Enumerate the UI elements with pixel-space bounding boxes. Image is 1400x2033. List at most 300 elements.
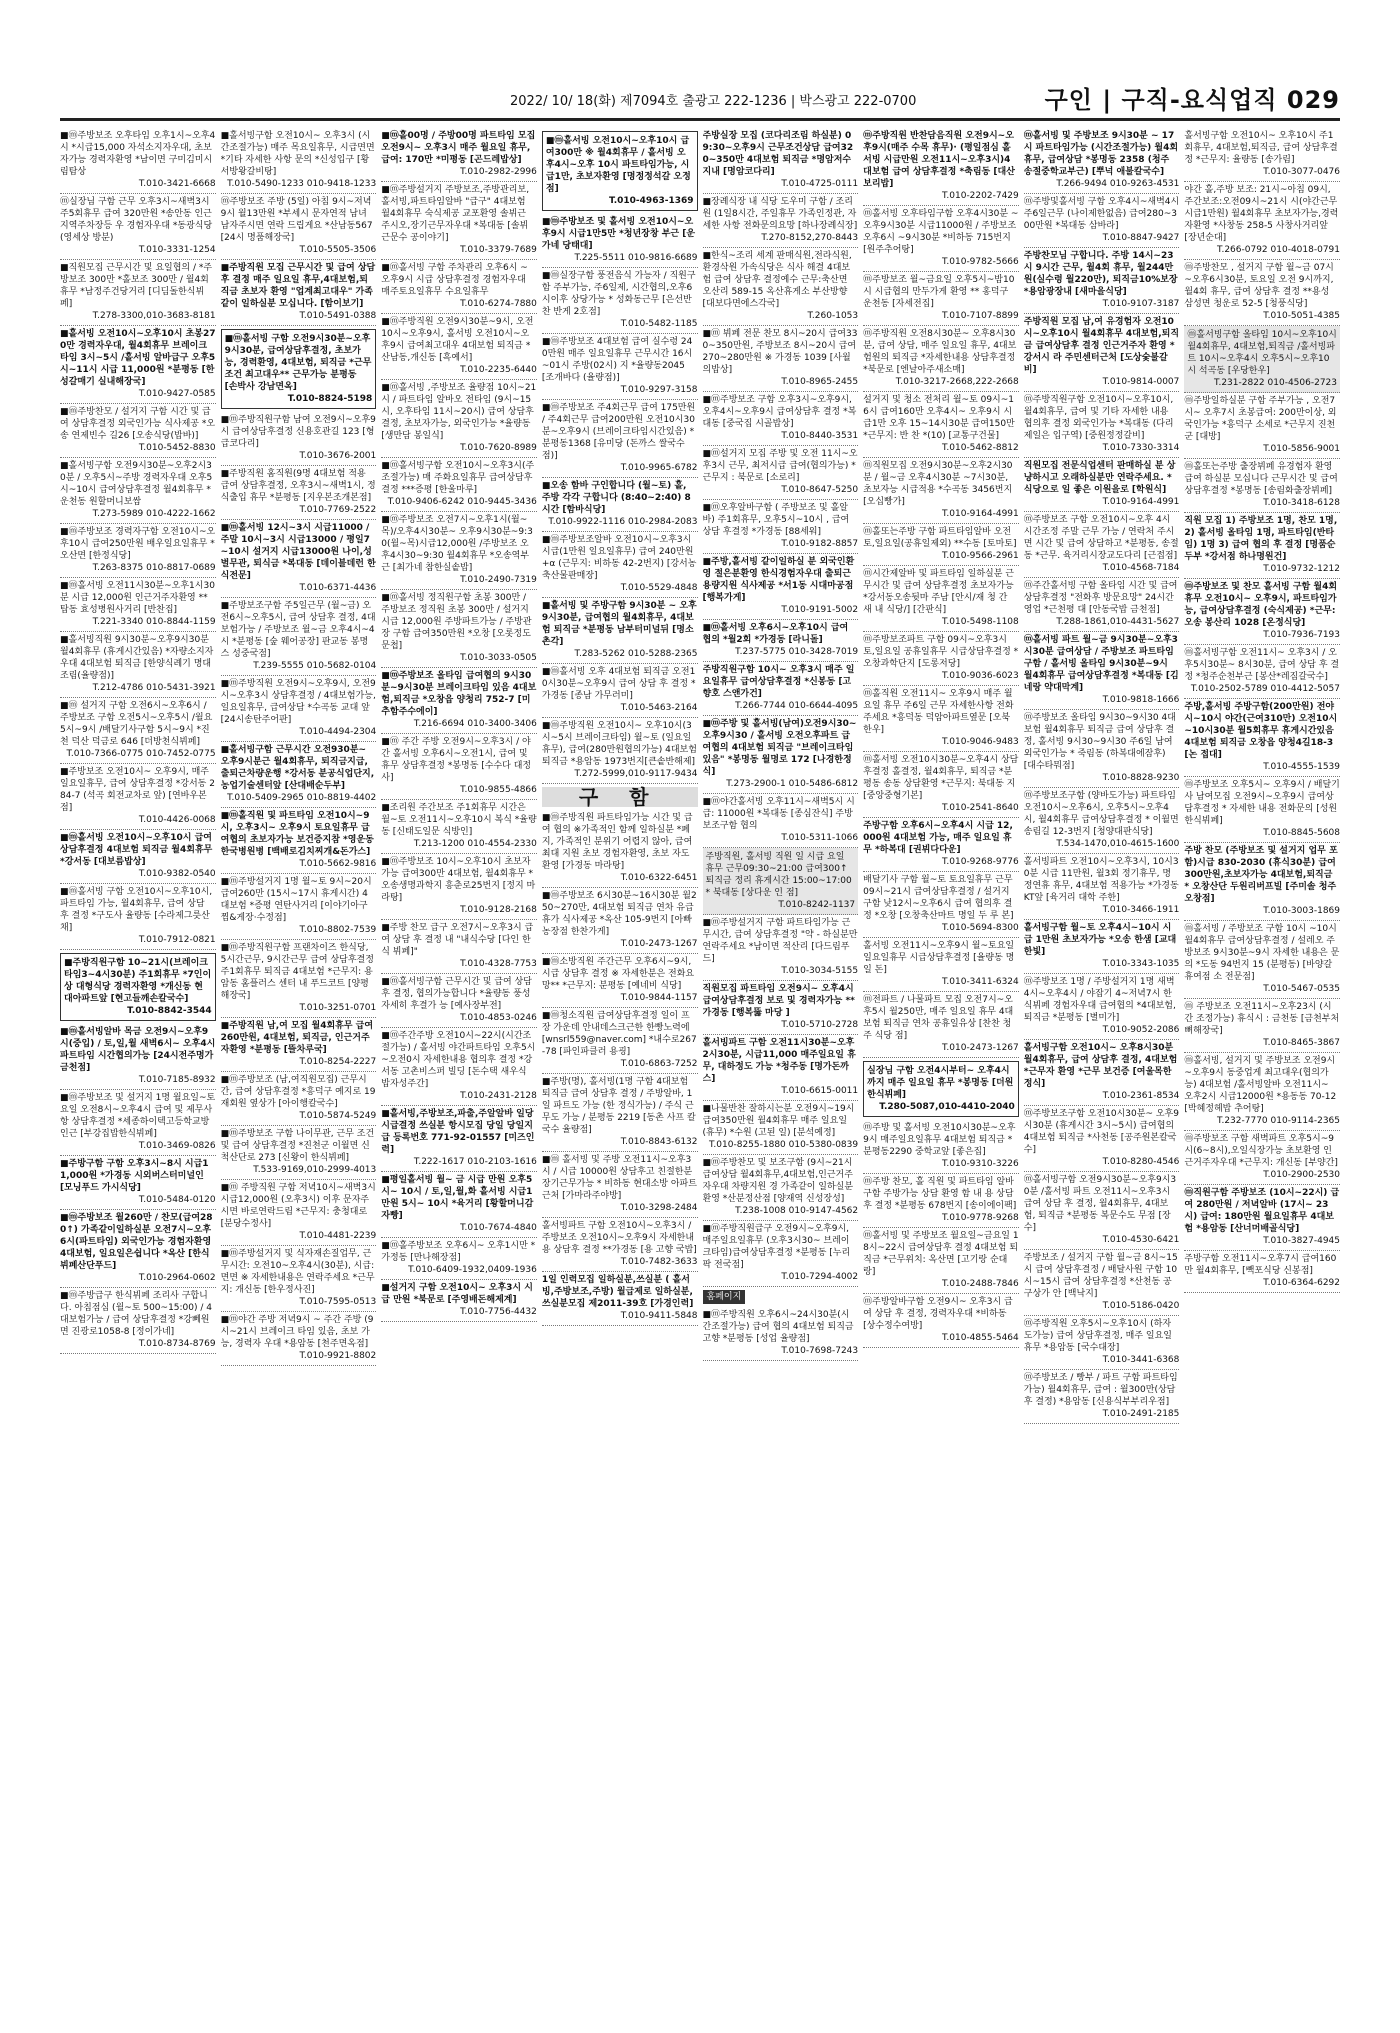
- ad-phone: T.010-3217-2668,222-2668: [895, 377, 1019, 387]
- ad-phone: T.010-9411-5848: [620, 1311, 698, 1321]
- ad-phone: T.010-9382-0540: [138, 869, 216, 879]
- ad-text: ⓜ홀서빙, 설거지 및 주방보조 오전9시~오후9시 동중업게 최고대우(협의가능) 4대보험 /홀서빙알바 오전11시~ 오후2시 시급12000원 *용동동 70-12 [박혜정헤밥 추어탕]: [1184, 1056, 1337, 1114]
- classified-ad: [1184, 579, 1340, 645]
- ad-text: ⓜ주방보조구함 (양바도가능) 파트타임 오전10시~오후6시, 오후5시~오후4시, 월4회휴무 급여상담후결정 * 이월면 송림길 12-3번지 [청양대판식당]: [1023, 791, 1179, 837]
- ad-text: ■ⓜ홀서빙 구함 오전10시~오후10시, 파트타임 가능, 월4회휴무, 급여 상담 후 결정 *구도사 율량동 [수라제그릇산채]: [60, 887, 213, 933]
- ad-phone: T.010-8254-2227: [299, 1057, 377, 1067]
- classified-ad: [1024, 1250, 1180, 1316]
- classified-ad: [542, 1074, 698, 1152]
- classified-ad: [381, 380, 537, 458]
- classified-ad: [1024, 512, 1180, 578]
- ad-text: ■ⓜ야간 주방 저녁9시 ~ 주간 주방 (9시~21시 브레이크 타임 있음, 초보 가능, 경력자 우대 *용암동 [천주면옥점]: [220, 1315, 374, 1349]
- classified-ad: [381, 920, 537, 974]
- ad-phone: T.010-3469-0826: [138, 1141, 216, 1151]
- ad-phone: T.010-7674-4840: [460, 1223, 537, 1233]
- classified-ad: [863, 938, 1019, 992]
- ad-text: ■장례식장 내 식당 도우미 구함 / 조리원 (1일8시간, 주일휴무 가족인정관, 자세한 사항 전화문의요망 [하나장례식장]: [702, 197, 858, 231]
- ad-text: 홀서빙파트 구함 오전11시30분~오후2시30분, 시급11,000 매주일요일 휴무, 대하정도 가능 *청주동 [명가돈까스]: [702, 1038, 856, 1084]
- classified-ad: [1184, 1131, 1340, 1185]
- ad-phone: T.010-3421-6668: [138, 179, 216, 189]
- classified-ad: [542, 888, 698, 954]
- classified-ad: [60, 764, 216, 830]
- ad-phone: T.010-6409-1932,0409-1936: [408, 1265, 537, 1275]
- classified-ad: [703, 716, 859, 794]
- classified-ad: [1024, 710, 1180, 788]
- ad-text: 홀서빙구함 오전10시~ 오후8시30분 월4회휴무, 급여 상담후 결정, 4대보험 *근무자 환영 *근무 보건증 [여울목한정식]: [1023, 1043, 1178, 1089]
- classified-ad: [703, 128, 859, 194]
- classified-ad: [221, 329, 377, 409]
- classified-ad: [381, 800, 537, 854]
- ad-phone: T.010-8280-4546: [1102, 1157, 1180, 1167]
- ad-text: ■홀서빙구함 근무시간 오전930분~ 오후9시분근 월4회휴무, 퇴직금지급, 출퇴근차량운행 *강서동 분공식업단지, 농업기술센터앞 [산대배순두부]: [220, 745, 375, 791]
- ad-text: 주방실장 모집 (코다리조림 하실분) 09:30~오후9시 근무조건상담 급여320~350만 4대보험 퇴직금 *명암저수지내 [명암코다리]: [702, 131, 854, 177]
- ad-text: ■한식~조리 세계 판매식원,전라식원,환경삭원 가속식당은 식사 해결 4대보험 급여 상담후 결정예수 근무:축산면 오산리 589-15 옥산휴게소 부산방향 [대보다면에스각국]: [702, 251, 852, 309]
- ad-text: ■ⓜ주방직원 오전10시~ 오후10시(3시~5시 브레이크타임) 월~토 (일요일휴무), 급여(280만원협의가능) 4대보험 퇴직금 *용암동 1973번지[큰솥반해제]: [541, 721, 697, 767]
- classified-ad: [542, 1272, 698, 1326]
- ad-phone: T.010-8965-2455: [781, 377, 859, 387]
- ad-text: ■ⓜ홀직원 및 파트타임 오전10시~9시, 오후3시~ 오후9시 토요일휴무 급여협의 초보자가능 보건증지참 *영운동 한국병원병 [백배로김치찌개&돈가스]: [220, 811, 374, 857]
- ad-text: ⓜ주방보조 구함 새벽파트 오후5시~9시(6~8시),오일식장가능 초보환영 인근거주자우대 *근무지: 개신동 [부양간]: [1184, 1134, 1338, 1168]
- classified-ad: [381, 1172, 537, 1238]
- ad-phone: T.010-6371-4436: [299, 583, 377, 593]
- ad-phone: T.010-5484-0120: [138, 1195, 216, 1205]
- ad-text: ⓜ직원구함 주방보조 (10시~22시) 급여 280만원 / 저녁알바 (17시~ 23시) 급여: 180만원 월요일휴무 4대보험 *용암동 [산너머배골식당]: [1184, 1188, 1340, 1234]
- ad-phone: T.010-2502-5789 010-4412-5057: [1190, 684, 1340, 694]
- ad-text: ⓜ주방일하실분 구함 주부가능 , 오전7시~ 오후7시 초봉급여: 200만이상, 외국인가능 *흥덕구 소세로 *근무지 진천군 [대방]: [1184, 396, 1337, 442]
- ad-phone: T.010-7936-7193: [1263, 630, 1340, 640]
- ad-text: ■ⓜ소방직원 주간근무 오후6시~9시, 시급 상담후 결정 ※ 자세한분은 전화요망** *근무지: 분평동 [예네비 식당]: [541, 957, 695, 991]
- classified-ad: [1024, 974, 1180, 1040]
- classified-ad: [60, 698, 216, 764]
- ad-text: ■ⓜ주방보조 월260만 / 찬모(급여280↑) 가족같이일하실분 오전7시~오후6시(파트타임) 외국인가능 경험자환영 4대보험, 일요일은쉽니다 *옥산 [한식뷔페산단푸드]: [60, 1213, 213, 1271]
- classified-ad: [1024, 788, 1180, 854]
- ad-text: ■ⓜ홀서빙 오전10시~오후10시 급여상담후결정 4대보험 퇴직금 월4회휴무 *강서동 [대보름밥상]: [60, 833, 213, 867]
- ad-phone: T.010-5409-2965 010-8819-4402: [227, 793, 377, 803]
- classified-ad: [381, 590, 537, 668]
- ad-text: ⓜ주방보조구함 오전10시30분~ 오후9시30분 (휴게시간 3시~5시) 급여협의 4대보험 퇴직금 *사천동 [공주원본칼국수]: [1023, 1109, 1179, 1155]
- ad-phone: T.280-5087,010-4410-2040: [879, 1102, 1015, 1112]
- ad-text: 홀서빙 오전11시~오후9시 월~토요일 일요일휴무 시급상담후결정 [율량동 명일 돈]: [863, 941, 1015, 975]
- classified-ad: [1184, 777, 1340, 843]
- ad-phone: T.010-2982-2996: [460, 167, 537, 177]
- ad-phone: T.010-4853-0246: [460, 1013, 537, 1023]
- ad-text: ■직원모집 근무시간 및 요일협의 / *주방보조 300만 *홀보조 300만 / 월4회휴무 *남정주건당거리 [디딤돌한식뷔페]: [60, 263, 213, 309]
- ad-text: ■ⓜ홀서빙알바 목금 오전9시~오후9시(중입) / 토,일,월 새벽6시~ 오후4시 파트타임 시간협의가능 [24시전주명가 금천점]: [60, 1027, 216, 1073]
- classified-ad: [60, 128, 216, 194]
- ad-phone: T.010-7482-3633: [620, 1257, 698, 1267]
- ad-phone: T.212-4786 010-5431-3921: [92, 683, 216, 693]
- ad-text: 홀서빙구함 월~토 오후4시~10시 시급 1만원 초보자가능 *오송 한샘 [교대한빛]: [1023, 923, 1177, 957]
- ad-text: ■ⓜ 홀서빙 및 주방 오전11시~오후3시 / 시급 10000원 상담후고 친절한분 장기근무가능 * 비하동 현대소방 아파트 근처 [가마라주야방]: [541, 1155, 697, 1201]
- ad-phone: T.010-7912-0821: [138, 935, 216, 945]
- classified-ad: [703, 981, 859, 1035]
- classified-ad: [703, 620, 859, 662]
- ad-text: ■ⓜ 설거지 구함 오전6시~오후6시 / 주방보조 구함 오전5시~오후5시 /월요 5시~9시 /배달기사구함 5시~9시 *진천 덕산 덕금로 646 [더방천식뷔페]: [60, 701, 213, 747]
- ad-phone: T.010-7698-7243: [781, 1346, 859, 1356]
- ad-phone: T.283-5262 010-5288-2365: [574, 649, 698, 659]
- classified-ad: [1024, 458, 1180, 512]
- ad-phone: T.010-7756-4432: [460, 1307, 537, 1317]
- classified-ad: [221, 1018, 377, 1072]
- ad-phone: T.533-9169,010-2999-4013: [253, 1165, 377, 1175]
- classified-ad: [60, 1210, 216, 1288]
- ad-text: ■ⓜ주방설거지 주방보조,주방관리보,홀서빙,파트타임알바 "급구" 4대보험 월4회휴무 숙식제공 교포환영 솔뷔근 주시오,장기근무자우대 *복대동 [솔뷔근문수 공이야기]: [381, 185, 530, 243]
- classified-ad: [221, 676, 377, 742]
- ad-text: ⓜ주방및홀서빙 구함 오후4시~새벽4시 주6일근무 (나이제한없음) 급여280~300만원 *복대동 삼바라]: [1023, 197, 1180, 231]
- ad-text: ■ⓜ주방보조 4대보험 급여 실수령 240만원 매주 일요일휴무 근무시간 16시~01시 주방(02시) 지 *율량동2045 [조개바다 (율량점)]: [541, 337, 693, 383]
- ad-text: 직원 모집 1) 주방보조 1명, 찬모 1명, 2) 홀서빙 올타임 1명, 파트타임(반타임) 1명 3) 급여 협의 후 결정 [명품순두부 *강서점 하나명원건]: [1184, 516, 1338, 562]
- classified-ad: [1184, 182, 1340, 260]
- ad-text: ⓜ주방보조파트 구함 09시~오후3시 토,일요일 공휴일휴무 시급상담후결정 *오창과학단지 [도롱저당]: [863, 635, 1019, 669]
- ad-text: 홀서빙파트 구함 오전10시~오후3시 / 주방보조 오전10시~오후9시 자세한내용 상담후 결정 **가경동 [용 고향 국밥]: [541, 1221, 697, 1255]
- classified-ad: [381, 1028, 537, 1106]
- ad-text: ■ⓜ홀서빙구함 오전10시~오후3시(주조절가능) 매 주화요일휴무 급여상담후결정 ***증평 [한울마루]: [381, 461, 535, 495]
- ad-column: [221, 128, 377, 2018]
- ad-phone: T.010-3251-0701: [299, 1003, 377, 1013]
- ad-phone: T.010-5051-4385: [1263, 311, 1340, 321]
- classified-ad: [221, 1126, 377, 1180]
- ad-text: ■ⓜ주방보조 6시30분~16시30분 월250~270만, 4대보험 퇴직금 연차 유급휴가 식사제공 *옥산 105-9번지 [아빠 농장점 한찬가게]: [541, 891, 697, 937]
- ad-text: ■ⓜ주방보조 10시~오후10시 초보자가능 급여300만 4대보험, 월4회휴무 *오송생명과학지 흥춘로25번지 [정지 마라탕]: [381, 857, 536, 903]
- ad-phone: T.010-4855-5464: [941, 1333, 1019, 1343]
- ad-phone: T.010-2490-7319: [460, 575, 537, 585]
- ad-text: ■ⓜ주방보조 (남,여직원모집) 근무시간, 급여 상담후결정 *흥덕구 예지로 19 재회원 옆상가 [아이행칼국수]: [220, 1075, 376, 1109]
- ad-phone: T.010-8843-6132: [620, 1137, 698, 1147]
- ad-text: ■ⓜ주방설거지 구함 파트타임가능 근무시간, 급여 상담후결정 "약 - 하실분만 연락주세요 *남이면 적산리 [다드림푸드]: [702, 918, 858, 964]
- ad-text: ■ⓜ주방보조 주4회근무 급여 175만원 / 주4회근무 급여200만원 오전10시30분~오후9시 (브레이크타임시간있음) *분평동1368 [유미당 (돈까스 쌀국수점)]: [541, 403, 696, 461]
- ad-text: ■ⓜ홀00명 / 주방00명 파트타임 모집 오전9시~ 오후3시 매주 월요일 휴무, 급여: 170만 *미평동 [곤드레밥상]: [381, 131, 536, 165]
- classified-ad: [221, 940, 377, 1018]
- ad-phone: T.010-5662-9816: [299, 859, 377, 869]
- ad-phone: T.010-2964-0602: [138, 1273, 216, 1283]
- ad-column: [703, 128, 859, 2018]
- classified-ad: [703, 1307, 859, 1361]
- ad-phone: T.010-9107-3187: [1102, 299, 1180, 309]
- ad-text: ⓜ주방보조 및 찬모 홀서빙 구함 월4회휴무 오전10시~ 오후9시, 파트타임가능, 급여상담후결정 (숙식제공) *근무: 오송 봉산리 1028 [온정식당]: [1184, 582, 1338, 628]
- ad-text: ⓜ홀서빙 오후타임구함 오후4시30분 ~ 오후9시30분 시급11000원 / 주방보조 오후6시 ~9시30분 *비하동 715번지 [원주추어탕]: [863, 209, 1019, 255]
- ad-phone: T.010-4530-6421: [1102, 1235, 1180, 1245]
- ad-phone: T.010-9297-3158: [620, 385, 698, 395]
- classified-ad: [863, 1228, 1019, 1294]
- section-banner: 구 함: [542, 787, 698, 807]
- classified-ad: [542, 400, 698, 478]
- classified-ad: [542, 810, 698, 888]
- ad-text: ■ⓜ홀서빙 오후6시~오후10시 급여 협의 *월2회 *가경동 [라니돌]: [702, 623, 849, 645]
- classified-ad: [1024, 632, 1180, 710]
- classified-ad: [221, 1246, 377, 1312]
- ad-text: ■홀서빙 오전10시~오후10시 초봉270만 경력자우대, 월4회휴무 브레이크타임 3시~5시 /홀서빙 알바급구 오후5시~11시 시급 11,000원 *분평동 [한성갈매기 실내해장국]: [60, 329, 216, 387]
- ad-text: ■주방직원 남,여 모집 월4회휴무 급여 260만원, 4대보험, 퇴직금, 인근거주자환영 *분평동 [뜰차루국]: [220, 1021, 374, 1055]
- classified-ad: [381, 1238, 537, 1280]
- ad-text: ■ⓜ홀서빙 정직원구함 초봉 300만 / 주방보조 정직원 초봉 300만 / 설거지 시급 12,000원 주방파트가능 / 주방관장 구함 급여350만원 *오창 [오롯정도문첩]: [381, 593, 532, 651]
- ad-text: ■홀서빙 및 주방구함 9시30분 ~ 오후9시30분, 급여협의 월4회휴무, 4대보험 퇴직금 *분평동 남부터미널뒤 [명소촌각]: [541, 601, 697, 647]
- ad-text: ■ⓜ주방보조 올타임 급여협의 9시30분~9시30분 브레이크타임 있음 4대보험,퇴직금 *오창읍 양청리 752-7 [미추함주수에이]: [381, 671, 537, 717]
- ad-text: ■ⓜ오후알바구함 ( 주방보조 및 홀알바) 주1회휴무, 오후5시~10시 , 급여 상담 후결정 *가경동 [88세워]: [702, 503, 850, 537]
- ad-phone: T.010-7107-8899: [941, 311, 1019, 321]
- ad-text: ⓜ주방알바구함 오전9시~ 오후3시 급여 상담 후 결정, 경력자우대 *비하동 [상수정수여방]: [863, 1297, 1013, 1331]
- ad-text: ■ⓜ주방찬모 / 설거지 구함 시간 및 급여 상담후결정 외국인가능 식사제공 *오송 연제빈수 길26 [오송식당(밥바)]: [60, 407, 216, 441]
- classified-ad: [221, 194, 377, 260]
- ad-phone: T.010-7294-4002: [781, 1272, 859, 1282]
- ad-text: ■설거지 구함 오전10시~ 오후3시 시급 만원 *북문로 [주영배돈해제계]: [381, 1283, 533, 1305]
- ad-phone: T.010-8255-1880 010-5380-0839: [709, 1140, 859, 1150]
- classified-ad: [542, 1218, 698, 1272]
- classified-ad: [703, 248, 859, 326]
- ad-text: ⓜ주방직원 반찬담음직원 오전9시~오후9시(매주 수목 휴무)· (평일점심 홀서빙 시급만원 오전11시~오후3시)4대보험 급여 상담후결정 *축림동 [대산보리밥]: [863, 131, 1015, 189]
- ad-text: 1일 인력모집 일하실분,쓰실분 ( 홀서빙,주방보조,주방) 월급제로 일하실분, 쓰실분모집 제2011-39호 [가경인력]: [541, 1275, 694, 1309]
- classified-ad: [381, 668, 537, 734]
- classified-ad: [381, 854, 537, 920]
- classified-ad: [381, 182, 537, 260]
- classified-ad: [60, 1090, 216, 1156]
- ad-phone: T.010-9036-6023: [941, 671, 1019, 681]
- ad-phone: T.010-2491-2185: [1102, 1409, 1180, 1419]
- ad-text: ■ⓜ 주방직원 구함 저녁10시~새벽3시 시급12,000원 (오후3시) 이후 문자주시면 바로연락드림 *근무지: 충청대로 [분당수정사]: [220, 1183, 376, 1229]
- ad-phone: T.010-9844-1157: [620, 993, 698, 1003]
- classified-ad: [221, 874, 377, 940]
- classified-ad: [1184, 843, 1340, 921]
- ad-text: 설거지 및 청소 전처리 월~토 09시~16시 급여160만 오후4시~ 오후9시 시급1만 오후 15~14시30분 급여150만 *근무지: 반 찬 *(10) [교통구건물]: [863, 395, 1015, 441]
- ad-text: ⓜ홀서빙 / 주방보조 구함 10시 ~10시 월4회휴무 급여상담후결정 / 설레오 주방보조 9시30분~9시 자세한 내용은 문의 *도동 94번지 15 (분평동) [바양갈휴여점 소 전문점]: [1184, 924, 1340, 982]
- ad-phone: T.010-8828-9230: [1102, 773, 1180, 783]
- classified-ad: [863, 326, 1019, 392]
- ad-text: ■ⓜ주방직원구함 프랜차이즈 한식당, 5시간근무, 9시간근무 급여 상담후결정 주1회휴무 퇴직금 4대보험 *근무지: 용암동 홈플러스 센터 내 푸드코트 [양평해장국]: [220, 943, 374, 1001]
- ad-text: ■ⓜ홀주방보조 오후6시~ 오후1시만 *가정동 [만나해장점]: [381, 1241, 536, 1263]
- ad-phone: T.010-3034-5155: [781, 966, 859, 976]
- classified-ad: [1184, 393, 1340, 459]
- ad-text: 주방 찬모 (주방보조 및 설거지 업무 포함)시급 830-2030 (휴식30분) 급여 300만원,초보자가능 4대보험,퇴직금 * 오창산단 두원리버프빌 [주미솔 청주오창점]: [1184, 846, 1338, 904]
- ad-phone: T.010-2431-2128: [460, 1091, 537, 1101]
- ad-phone: T.010-6863-7252: [620, 1059, 698, 1069]
- classified-ad: [60, 632, 216, 698]
- ad-phone: T.010-8842-3544: [127, 1006, 212, 1016]
- ad-phone: T.010-9310-3226: [941, 1159, 1019, 1169]
- ad-phone: T.260-1053: [807, 311, 859, 321]
- ad-phone: T.010-8734-8769: [138, 1339, 216, 1349]
- ad-phone: T.010-5505-3506: [299, 245, 377, 255]
- ad-text: ■ⓜ주방직원 오전9시30분~9시, 오전10시~오후9시, 홀서빙 오전10시~오후9시 급여최고대우 4대보험 퇴직금 *산남동,개신동 [흑예서]: [381, 317, 534, 363]
- ad-phone: T.222-1617 010-2103-1616: [413, 1157, 537, 1167]
- classified-ad: [1024, 194, 1180, 248]
- classified-ad: [863, 632, 1019, 686]
- ad-phone: T.010-5463-2164: [620, 703, 698, 713]
- ad-phone: T.010-9046-9483: [941, 737, 1019, 747]
- ad-text: ■ⓜ청소직원 급여상담후결정 일이 프장 가운데 안내데스크근한 한빵노력에 [wnsrl559@naver.com] *내수로267-78 [파인파클러 용굉]: [541, 1011, 697, 1057]
- ad-phone: T.010-5311-1066: [781, 833, 859, 843]
- ad-text: ⓜ주방 및 홀서빙 오전10시30분~오후9시 매주일요일휴무 4대보험 퇴직금 *분평동2290 중학교앞 [좋은집]: [863, 1123, 1016, 1157]
- ad-phone: T.010-2541-8640: [941, 803, 1019, 813]
- ad-phone: T.278-3300,010-3683-8181: [92, 311, 216, 321]
- ad-phone: T.010-9566-2961: [941, 551, 1019, 561]
- ad-text: ■홀서빙구함 오전10시~ 오후3시 (시간조절가능) 매주 목요일휴무, 시급면면 *기타 자세한 사항 문의 *신성입구 [황서방왕갈비탕]: [220, 131, 375, 177]
- classified-ad: [1024, 1370, 1180, 1424]
- ad-text: ■ⓜ주방보조 오전7시~오후1시(월~목)/오후4시30분~ 오후9시30분~9:30(월~목)시급12,000원 /주방보조 오후4시30~9:30 월4회휴무 *오송역부근 [최가네 참한실솥밥]: [381, 515, 533, 573]
- ad-phone: T.010-5467-0535: [1263, 984, 1340, 994]
- ad-phone: T.010-4963-1369: [608, 196, 694, 206]
- ad-phone: T.238-1008 010-9147-4562: [735, 1206, 859, 1216]
- ad-phone: T.010-3379-7689: [460, 245, 537, 255]
- ad-text: ⓜ홀서빙 파트 월~금 9시30분~오후3시30분 급여상담 / 주방보조 파트타임 구함 / 홀서빙 올타임 9시30분~9시 월4회휴무 급여상담후결정 *복대동 [김네랑 약대막계]: [1023, 635, 1179, 693]
- ad-phone: T.010-5710-2728: [781, 1020, 859, 1030]
- ad-text: 주방구함 오전11시~오후7시 급여160만 월4회휴무, [빽포식당 신봉점]: [1184, 1254, 1337, 1276]
- classified-ad: [1184, 1053, 1340, 1131]
- classified-ad: [542, 478, 698, 532]
- ad-text: ■ⓜ주방급구 한식뷔페 조리사 구합니다. 아침점심 (월~토 500~15:00) / 4대보험가능 / 급여 상담후결정 *강뻬원면 진광로1058-8 [정이가네]: [60, 1291, 213, 1337]
- ad-text: ■홀서빙,주방보조,파출,주알알바 일당 시급결정 쓰실분 항시모집 당일 당일지급 등록번호 771-92-01557 [미즈인력]: [381, 1109, 535, 1155]
- classified-ad: [1024, 392, 1180, 458]
- ad-phone: T.010-4725-0111: [781, 179, 859, 189]
- ad-phone: T.010-7330-3314: [1102, 443, 1180, 453]
- classified-ad: [1024, 1040, 1180, 1106]
- classified-ad: [60, 1156, 216, 1210]
- classified-ad: [1184, 326, 1340, 393]
- classified-ad: [542, 598, 698, 664]
- classified-ad: [1024, 128, 1180, 194]
- ad-text: ⓜ주방보조 오후5시~ 오후9시 / 배달기사 남여모집 오전9시~오후9시 급여상담후결정 * 자세한 내용 전화문의 [성원한식뷔페]: [1184, 780, 1340, 826]
- ad-text: 홀서빙파트 오전10시~오후3시, 10시30분 시급 11만원, 월3회 정기휴무, 명정연휴 휴무, 4대보험 적용가능 *가경동 KT앞 [육거리 대학 주한]: [1023, 857, 1179, 903]
- ad-text: ■주방 찬모 급구 오전7시~오후3시 급여 상담 후 결정 내 "내식수당 [다인 한식 뷔페]": [381, 923, 534, 957]
- ad-text: 야간 홀,주방 보조: 21시~아침 09시, 주간보조:오전09시~21시 시(야간근무시급1만원) 월4회휴무 초보자가능,경력자환영 *사창동 258-5 사창사거리앞 [장년순대]: [1184, 185, 1339, 243]
- ad-text: ⓜ주방 찬모, 홀 직원 및 파트타임 알바 구함 주방가능 상담 환영 함 내 용 상담 후 결정 *분평동 678번지 [송이에이팩]: [863, 1177, 1017, 1211]
- ad-phone: T.213-1200 010-4554-2330: [413, 839, 537, 849]
- ad-text: ■ⓜ실장구함 풍전음식 가능자 / 직원구함 주부가능, 주6일제, 시간협의,오후6시이후 상당가능 * 성화동근무 [은선반찬 반게 2호점]: [541, 271, 696, 317]
- ad-phone: T.010-5491-0388: [299, 311, 377, 321]
- ad-phone: T.272-5999,010-9117-9434: [574, 769, 698, 779]
- classified-ad: [542, 214, 698, 268]
- header-rule: [60, 118, 1340, 121]
- ad-phone: T.010-3827-4945: [1263, 1236, 1340, 1246]
- ad-text: ■ⓜ홀서빙 구함 주차관리 오후6시 ~ 오후9시 시급 상담후결정 경험자우대 매주토요일휴무 수요일휴무: [381, 263, 528, 297]
- ad-phone: T.010-9128-2168: [460, 905, 537, 915]
- classified-ad: [1024, 1172, 1180, 1250]
- classified-ad: [863, 524, 1019, 566]
- ad-phone: T.221-3340 010-8844-1159: [92, 617, 216, 627]
- ad-text: ■홀서빙구함 오전9시30분~오후2시30분 / 오후5시~주방 경력자우대 오후5시~10시 급여상담후결정 월4회휴무 *운천동 원할머니보쌈: [60, 461, 213, 507]
- ad-phone: T.010-8802-7539: [299, 925, 377, 935]
- ad-phone: T.010-3411-6324: [941, 977, 1019, 987]
- classified-ad: [381, 974, 537, 1028]
- ad-phone: T.010-9164-4991: [941, 509, 1019, 519]
- ad-text: 실장님 구함 오전4시부터~ 오후4시까지 매주 일요일 휴무 *봉명동 [더원 한식뷔페]: [867, 1066, 1014, 1100]
- ad-text: ■ⓜ주방직원 파트타임가능 시간 및 급여 협의 ※가족적인 함께 일하실분 *폐지, 가족적인 분위기 어렵지 않아, 급여 최대 지원 초보 경험자환영, 초보 자도 환영 [가경동 마라탕]: [541, 813, 693, 871]
- ad-phone: T.237-5775 010-3428-7019: [735, 647, 859, 657]
- ad-text: ■주방보조 오전10시~ 오후9시, 매주 일요일휴무, 급여 상담후결정 *강서동 284-7 (석곡 회전교차로 앞) [연바우본점]: [60, 767, 215, 813]
- ad-phone: T.010-8242-1137: [778, 900, 856, 910]
- classified-ad: [703, 500, 859, 554]
- ad-phone: T.010-9965-6782: [620, 463, 698, 473]
- classified-ad: [1184, 999, 1340, 1053]
- ad-text: ■ⓜ주방직원 오후6시~24시30분(시간조절가능) 급여 협의 4대보험 퇴직금 고향 *분평동 [성업 율량점]: [702, 1310, 854, 1344]
- ad-text: ■ⓜ주방보조 구함 오후3시~오후9시, 오후4시~오후9시 급여상담후 결정 *복대동 [중국집 시골밥상]: [702, 395, 857, 429]
- classified-ad: [381, 260, 537, 314]
- ad-phone: T.010-2900-2530: [1263, 1170, 1340, 1180]
- ad-text: ■ⓜ설거지 모집 주방 및 오전 11시~오후3시 근무, 최저시급 급여(협의가능) * 근무지 : 북문로 [소로리]: [702, 449, 858, 483]
- ad-text: ■ⓜ주방직원 오전9시~오후9시, 오전9시~오후3시 상담후결정 / 4대보험가능, 일요일휴무, 급여상담 *수곡동 교대 앞 [24시송탄주어판]: [220, 679, 376, 725]
- ad-phone: T.010-6364-6292: [1263, 1278, 1340, 1288]
- ad-text: ■ⓜ주방보조 오후타임 오후1시~오후4시 *시급15,000 자석소지자우대, 초보자가능 경력자환영 *남이면 구미김미시림탐상: [60, 131, 216, 177]
- ad-text: ■주방직원 홈직원(9명 4대보험 적용 급여 상담후결정, 오후3시~새벽1시, 정식출입 휴무 *분평동 [지우본조개본점]: [220, 469, 376, 503]
- ad-phone: T.010-2235-6440: [460, 365, 537, 375]
- ad-phone: T.010-4328-7753: [460, 959, 537, 969]
- classified-ad: [863, 1294, 1019, 1348]
- classified-ad: [1184, 1251, 1340, 1293]
- classified-ad: [542, 954, 698, 1008]
- ad-text: ⓜ주방보조 주방 (5일) 아침 9시~저녁9시 월13만원 *부세시 문자연적 남녀 남자주시면 연락 드립게요 *산남동567 [24시 명품해장국]: [220, 197, 373, 243]
- ad-phone: T.232-7770 010-9114-2365: [1217, 1116, 1340, 1126]
- ad-text: ⓜ홀또는주방 출장뷔페 유경험자 환영 급여 하실분 모십니다 근무시간 및 급여상담후결정 *봉명동 [송림화출장뷔페]: [1184, 462, 1338, 496]
- classified-ad: [221, 466, 377, 520]
- ad-text: 주방구함 오후6시~오후4시 시급 12,000원 4대보험 가능, 매주 일요일 휴무 *하복대 [권뷔다다운]: [863, 821, 1013, 855]
- ad-phone: T.010-9191-5002: [781, 605, 859, 615]
- ad-phone: T.010-8847-9427: [1102, 233, 1180, 243]
- ad-column: [542, 128, 698, 2018]
- ad-text: ■홀서빙직원 9시30분~오후9시30분 월4회휴무 (휴게시간있음) *자량소지자 우대 4대보험 퇴직금 [한양식례기 명대조림(율량점)]: [60, 635, 214, 681]
- classified-ad: [703, 1101, 859, 1155]
- ad-text: 주방,홀서빙 주방구함(200만원) 전야시~10시 야간(근여310만) 오전10시~10시30분 월5회휴무 휴게시간있음 4대보험 퇴직금 오창읍 양청4길18-3 [논 접대]: [1184, 702, 1338, 760]
- ad-phone: T.010-3033-0505: [460, 653, 537, 663]
- classified-ad: [60, 830, 216, 884]
- ad-phone: T.010-9164-4991: [1102, 497, 1180, 507]
- ad-text: ⓜ실장님 구함 근무 오후3시~새벽3시 주5회휴무 급여 320만원 *송안동 인근지역주차장등 우 경험자우대 *동광식당 (영세상 방분): [60, 197, 213, 243]
- classified-ad: [863, 566, 1019, 632]
- ad-text: 홀서빙구함 오전10시~ 오후10시 주1회휴무, 4대보험,퇴직금, 급여 상담후결정 *근무지: 율량동 [송가림]: [1184, 131, 1338, 165]
- classified-ad: [1184, 699, 1340, 777]
- classified-ad: [60, 1288, 216, 1354]
- classified-ad: [381, 314, 537, 380]
- classified-ad: [381, 512, 537, 590]
- ad-text: ■주방보조구함 주5일근무 (월~금) 오전6시~오후5시, 급여 상담후 결정, 4대보험가능 / 주방보조 월~금 오후4시~4시 *분평동 [숲 웨어공장] 판교동 봉명스 성중국점]: [220, 601, 376, 659]
- ad-phone: T.010-3331-1254: [138, 245, 216, 255]
- ad-phone: T.010-9921-8802: [299, 1351, 377, 1361]
- ad-text: 주방직원 모집 남,여 유경험자 오전10시~오후10시 월4회휴무 4대보험,퇴직금 급여상담후 결정 인근거주자 환영 *강서시 라 주민센터근처 [도상숯불갈비]: [1023, 317, 1180, 375]
- classified-ad: [703, 446, 859, 500]
- ad-text: ■주방,홀서빙 같이일하실 분 외국인환영 절은분환영 한식경험자우대 출퇴근용량지원 식사제공 *서1동 시대마공점 [행복가게]: [702, 557, 855, 603]
- ad-text: 주방직원, 홀서빙 직원 일 시급 요일 휴무 근무09:30~21:00 급여300↑ 퇴직금 정리 휴게시간 15:00~17:00 * 북대동 [상다운 인 점]: [705, 852, 852, 898]
- ad-text: ■평일홀서빙 월~ 금 시급 만원 오후5시~ 10시 / 토,일,월,화 홀서빙 시급1만원 5시~ 10시 *육거리 [황할머니감자빵]: [381, 1175, 534, 1221]
- ad-text: ■ⓜ주간주방 오전10시~22시(시간조절가능) / 홀서빙 야간파트타임 오후5시~오전0시 자세한내용 협의후 결정 *강서동 고촌비스퍼 빌딩 [돈수택 새우식 밥자성주간]: [381, 1031, 536, 1089]
- classified-ad: [1024, 248, 1180, 314]
- classified-ad: [1184, 459, 1340, 513]
- classified-ad: [703, 915, 859, 981]
- ad-phone: T.010-5498-1108: [941, 617, 1019, 627]
- ad-phone: T.010-7595-0513: [299, 1297, 377, 1307]
- ad-phone: T.010-5529-4848: [620, 583, 698, 593]
- ad-phone: T.010-8824-5198: [287, 394, 373, 404]
- classified-ad: [221, 260, 377, 326]
- ad-phone: T.266-0792 010-4018-0791: [1217, 245, 1340, 255]
- ad-text: ■ⓜ주방직원구함 남여 오전9시~오후9시 급여상담후결정 신용호관길 123 [형급코다리]: [220, 415, 376, 449]
- ad-phone: T.010-5452-8830: [138, 443, 216, 453]
- classified-ad: [542, 532, 698, 598]
- classified-ad: [863, 752, 1019, 818]
- ad-phone: T.010-8440-3531: [781, 431, 859, 441]
- ad-phone: T.010-5874-5249: [299, 1111, 377, 1121]
- ad-text: ■ⓜ주방보조 및 설거지 1명 월요일~토요일 오전8시~오후4시 급여 및 제무사항 상담후결정 *세종하이텍고등학교방 인근 [부강집밥한식뷔페]: [60, 1093, 216, 1139]
- ad-phone: T.010-8845-5608: [1263, 828, 1340, 838]
- ad-text: ■ⓜ주방설거지 1명 월~토 9시~20시 급여260만 (15시~17시 휴게시간) 4대보험 *증평 연탄사거리 [이야기아구찜&게장·수정점]: [220, 877, 372, 923]
- classified-ad: [703, 326, 859, 392]
- ad-phone: T.010-3003-1869: [1263, 906, 1340, 916]
- ad-phone: T.273-5989 010-4222-1662: [92, 509, 216, 519]
- classified-ad: [1184, 1185, 1340, 1251]
- ad-text: ■주방직원구함 10~21시(브레이크타임3~4시30분) 주1회휴무 *7인이상 대형식당 경력자환영 *개신동 현대아파트앞 [현고들깨손칼국수]: [64, 958, 212, 1004]
- classified-ad: [703, 1155, 859, 1221]
- ad-phone: T.010-9427-0585: [138, 389, 216, 399]
- ad-text: ⓜ 주방보조 오전11시~오후23시 (시간 조정가능) 휴식시 : 금천동 [금천부처뼈해장국]: [1184, 1002, 1340, 1036]
- classified-ad: [863, 392, 1019, 458]
- ad-text: ⓜ홀서빙 및 주방보조 9시30분 ~ 17시 파트타임가능 (시간조절가능) 월4회휴무, 급여상담 *봉명동 2358 (청주 송절중학교부근) [뿌넉 애불칼국수]: [1023, 131, 1179, 177]
- ad-text: ■ⓜ 주간 주방 오전9시~오후3시 / 야간 홀서빙 오후6시~오전1시, 급여 및 휴무 상담후결정 *봉명동 [수수다 대정사]: [381, 737, 532, 783]
